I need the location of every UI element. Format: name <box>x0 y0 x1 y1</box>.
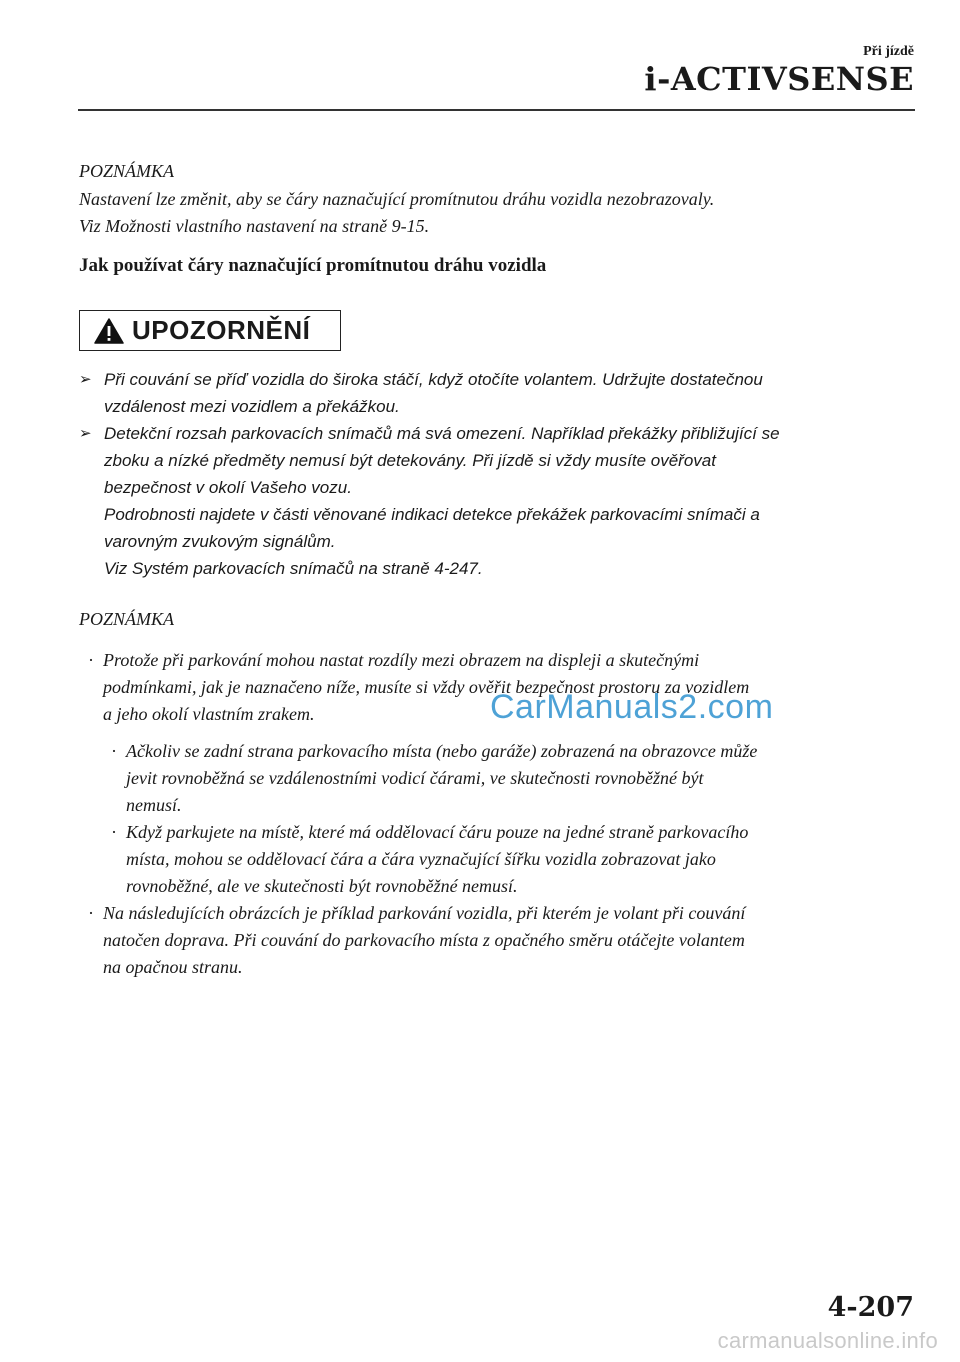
caution-item <box>79 420 929 582</box>
sub-bullet-item <box>111 819 921 900</box>
note-body <box>79 186 919 240</box>
caution-line: Při couvání se příď vozidla do široka stáčí, když otočíte volantem. Udržujte dostatečnou <box>104 370 763 389</box>
bullet-dot: · <box>88 903 94 923</box>
caution-line: varovným zvukovým signálům. <box>104 532 336 551</box>
warning-box <box>79 310 341 351</box>
watermark: CarManuals2.com <box>490 688 774 726</box>
bullet-line: na opačnou stranu. <box>103 957 243 977</box>
bullet-line: Na následujících obrázcích je příklad parkování vozidla, při kterém je volant při couvání <box>103 903 746 923</box>
bullet-line: Protože při parkování mohou nastat rozdíly mezi obrazem na displeji a skutečnými <box>103 650 700 670</box>
note-line: Viz Možnosti vlastního nastavení na straně 9-15. <box>79 216 430 236</box>
bullet-line: nemusí. <box>126 795 182 815</box>
footer-watermark: carmanualsonline.info <box>717 1328 938 1353</box>
caution-line: Detekční rozsah parkovacích snímačů má svá omezení. Například překážky přibližující se <box>104 424 780 443</box>
note-line: Nastavení lze změnit, aby se čáry naznačující promítnutou dráhu vozidla nezobrazovaly. <box>79 189 715 209</box>
chapter-title: i-ACTIVSENSE <box>644 60 914 98</box>
warning-triangle-icon <box>94 318 124 344</box>
caution-line: vzdálenost mezi vozidlem a překážkou. <box>104 397 400 416</box>
bullet-dot: · <box>88 650 94 670</box>
bullet-line: natočen doprava. Při couvání do parkovacího místa z opačného směru otáčejte volantem <box>103 930 745 950</box>
caution-item <box>79 366 929 420</box>
caution-line: Podrobnosti najdete v části věnované indikaci detekce překážek parkovacími snímači a <box>104 505 760 524</box>
warning-label: UPOZORNĚNÍ <box>132 315 311 345</box>
bullet-dot: · <box>111 822 117 842</box>
header-divider <box>78 109 915 111</box>
page-number: 4-207 <box>827 1292 914 1323</box>
caution-line: Viz Systém parkovacích snímačů na straně 4-247. <box>104 559 483 578</box>
bullet-line: jevit rovnoběžná se vzdálenostními vodicí čárami, ve skutečnosti rovnoběžné být <box>126 768 704 788</box>
arrow-bullet-icon: ➢ <box>79 425 92 442</box>
bullet-line: místa, mohou se oddělovací čára a čára vyznačující šířku vozidla zobrazovat jako <box>126 849 716 869</box>
note-heading: POZNÁMKA <box>79 609 175 629</box>
note-heading: POZNÁMKA <box>79 161 175 181</box>
section-subheading: Jak používat čáry naznačující promítnutou dráhu vozidla <box>79 255 547 276</box>
bullet-line: a jeho okolí vlastním zrakem. <box>103 704 315 724</box>
caution-line: bezpečnost v okolí Vašeho vozu. <box>104 478 352 497</box>
bullet-line: Ačkoliv se zadní strana parkovacího místa (nebo garáže) zobrazená na obrazovce může <box>126 741 758 761</box>
bullet-item <box>88 900 918 981</box>
bullet-line: podmínkami, jak je naznačeno níže, musíte si vždy ověřit bezpečnost prostoru za vozidlem <box>103 677 750 697</box>
caution-line: zboku a nízké předměty nemusí být detekovány. Při jízdě si vždy musíte ověřovat <box>104 451 716 470</box>
section-label: Při jízdě <box>863 44 914 59</box>
bullet-line: rovnoběžné, ale ve skutečnosti být rovnoběžné nemusí. <box>126 876 518 896</box>
arrow-bullet-icon: ➢ <box>79 371 92 388</box>
bullet-dot: · <box>111 741 117 761</box>
bullet-line: Když parkujete na místě, které má oddělovací čáru pouze na jedné straně parkovacího <box>126 822 749 842</box>
sub-bullet-item <box>111 738 921 819</box>
